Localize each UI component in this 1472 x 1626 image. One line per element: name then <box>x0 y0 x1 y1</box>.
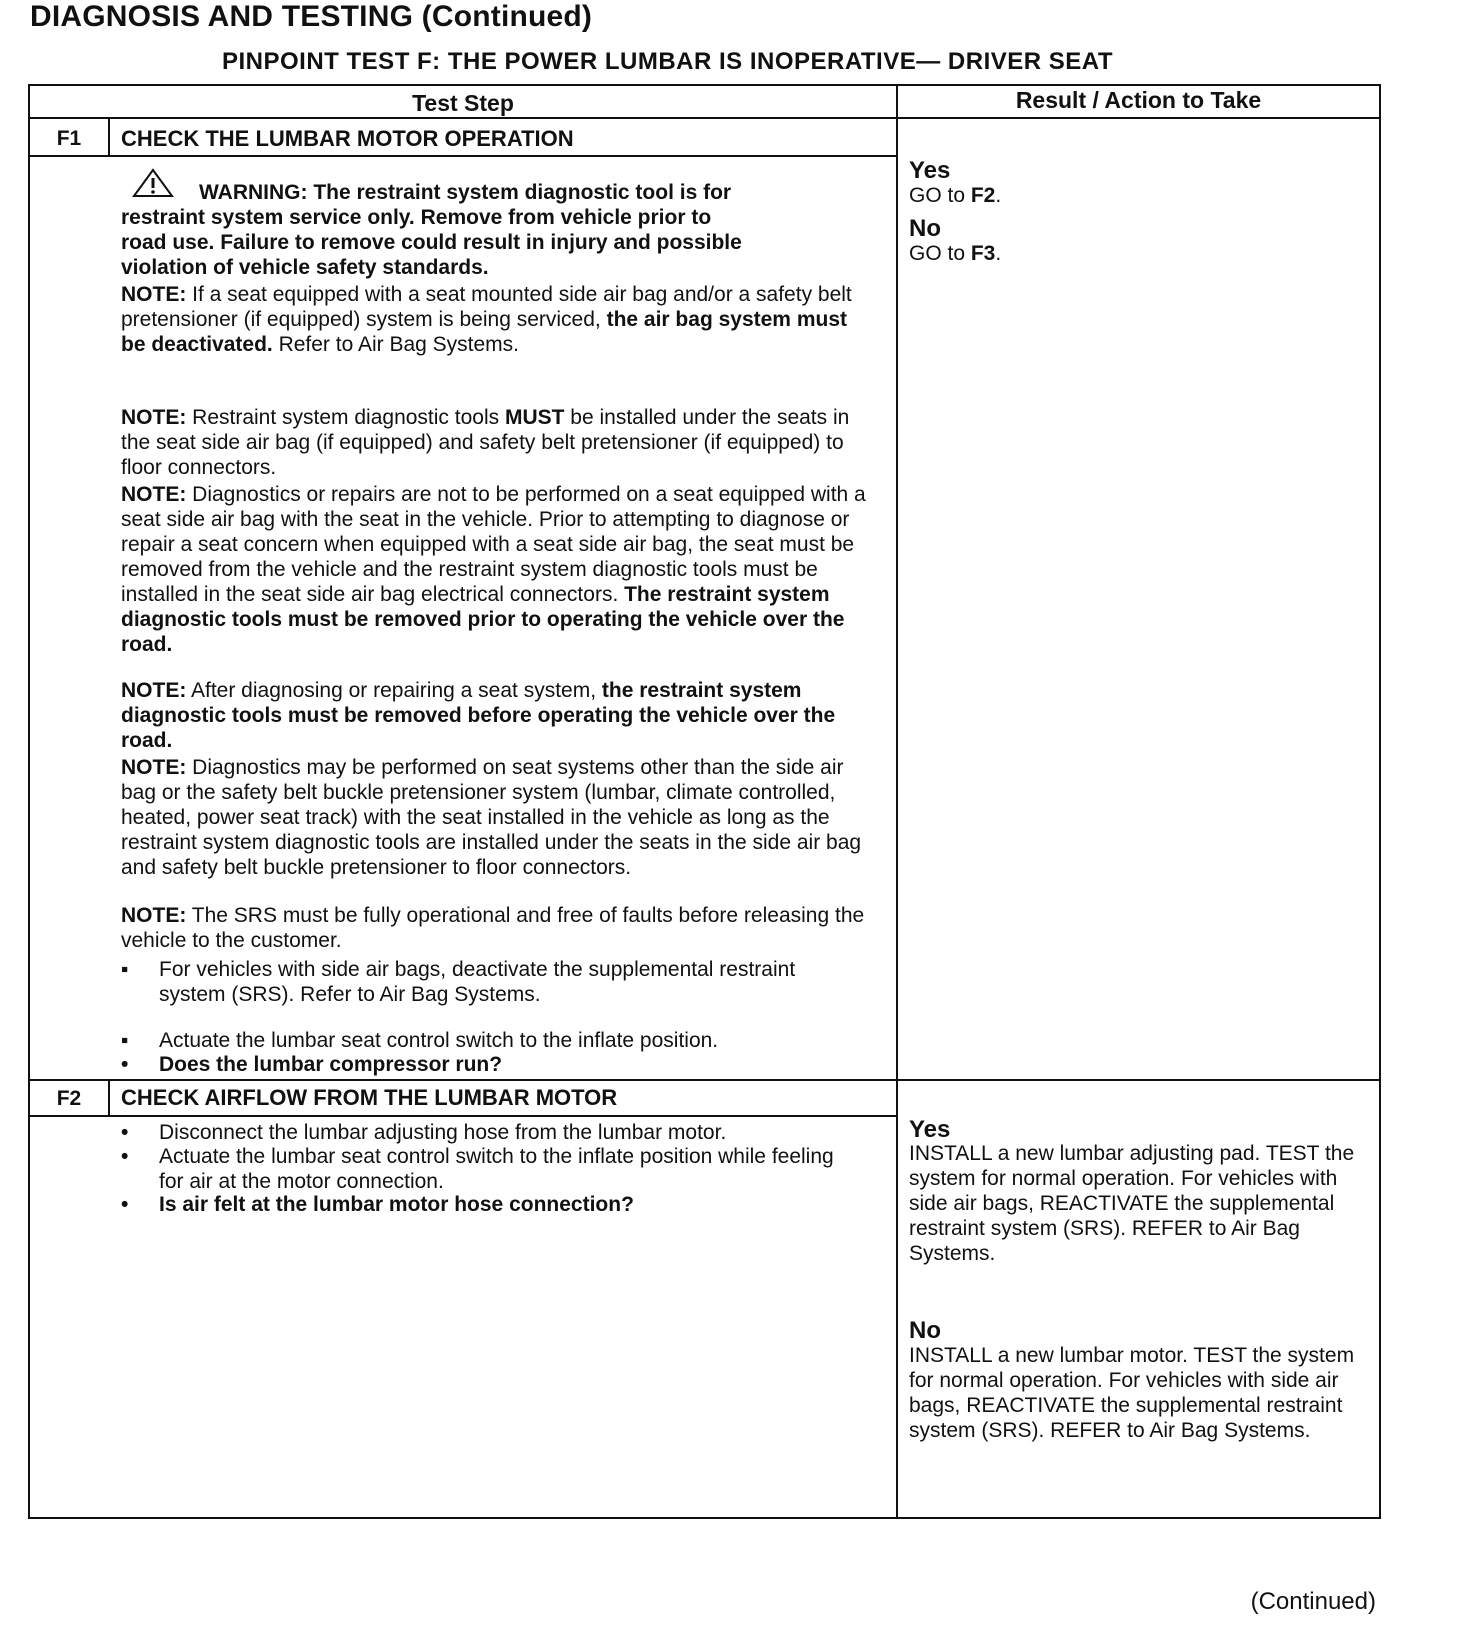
bullet-icon: • <box>121 1193 129 1216</box>
step-title-f2: CHECK AIRFLOW FROM THE LUMBAR MOTOR <box>121 1085 618 1110</box>
note-text: be installed under the seats in the seat side air bag (if equipped) and safety belt pretensioner (if equipped) to floor connectors. <box>121 406 850 479</box>
bullet-icon: ▪ <box>121 958 129 981</box>
note-label: NOTE: <box>121 406 187 429</box>
note-text: Restraint system diagnostic tools <box>186 406 505 429</box>
f1-result-yes-label: Yes <box>909 157 951 184</box>
note-bold: the restraint system diagnostic tools must be removed before operating the vehicle over the road. <box>121 679 836 752</box>
bullet-icon: • <box>121 1121 129 1144</box>
table-bottom-border <box>28 1517 1381 1519</box>
bullet-text: For vehicles with side air bags, deactivate the supplemental restraint system (SRS). Refer to Air Bag Systems. <box>159 958 796 1006</box>
bullet-text-question: Is air felt at the lumbar motor hose connection? <box>159 1193 634 1216</box>
note-bold: MUST <box>504 406 565 429</box>
list-item <box>121 1144 861 1194</box>
note-text: Diagnostics or repairs are not to be performed on a seat equipped with a seat side air bag with the seat in the vehicle. Prior to attempting to diagnose or repair a seat concern when equipped with a seat side air bag, the seat must be removed from the vehicle and the restraint system diagnostic tools must be installed in the seat side air bag electrical connectors. <box>121 483 866 606</box>
step-id-f1: F1 <box>56 127 82 150</box>
f1-note-5 <box>121 755 865 880</box>
bullet-text: Actuate the lumbar seat control switch to the inflate position. <box>159 1029 719 1052</box>
note-text: After diagnosing or repairing a seat system, <box>186 679 602 702</box>
warning-line: WARNING: The restraint system diagnostic tool is for <box>199 181 732 204</box>
note-label: NOTE: <box>121 483 187 506</box>
f1-note-3 <box>121 482 873 657</box>
header-result-action: Result / Action to Take <box>1015 87 1262 113</box>
note-text: The SRS must be fully operational and free of faults before releasing the vehicle to the customer. <box>121 904 865 952</box>
bullet-icon: • <box>121 1145 129 1168</box>
f2-result-yes-action: INSTALL a new lumbar adjusting pad. TEST the system for normal operation. For vehicles with side air bags, REACTIVATE the supplemental restraint system (SRS). REFER to Air Bag Systems. <box>909 1142 1355 1265</box>
step-title-f1: CHECK THE LUMBAR MOTOR OPERATION <box>121 126 574 151</box>
f2-result-no-action: INSTALL a new lumbar motor. TEST the system for normal operation. For vehicles with side air bags, REACTIVATE the supplemental restraint system (SRS). REFER to Air Bag Systems. <box>909 1344 1355 1442</box>
action-text: . <box>995 242 1002 265</box>
list-item <box>121 957 841 1007</box>
f1-title-divider <box>28 155 898 157</box>
note-label: NOTE: <box>121 904 187 927</box>
pinpoint-test-title: PINPOINT TEST F: THE POWER LUMBAR IS INOPERATIVE— DRIVER SEAT <box>222 48 1113 75</box>
list-item <box>121 1028 841 1053</box>
f1-note-4 <box>121 678 873 753</box>
f1-warning <box>121 180 881 280</box>
f2-top-divider <box>28 1079 1381 1081</box>
list-item <box>121 1192 861 1217</box>
f2-title-divider <box>28 1115 898 1117</box>
warning-line: restraint system service only. Remove from vehicle prior to <box>121 206 712 229</box>
header-divider <box>28 117 1381 119</box>
warning-line: road use. Failure to remove could result in injury and possible <box>121 231 742 254</box>
f1-note-6 <box>121 903 865 953</box>
table-top-border <box>28 84 1381 86</box>
action-text: GO to <box>909 184 971 207</box>
action-text: GO to <box>909 242 971 265</box>
note-text: Refer to Air Bag Systems. <box>272 333 519 356</box>
f1-result-yes-action <box>909 183 1001 208</box>
table-left-border <box>28 84 30 1519</box>
header-test-step: Test Step <box>412 90 514 116</box>
f1-result-no-label: No <box>909 215 941 242</box>
column-divider <box>896 84 898 1519</box>
step-reference: F2 <box>970 184 996 207</box>
f1-note-2 <box>121 405 861 480</box>
step-id-f2: F2 <box>56 1087 82 1110</box>
bullet-icon: • <box>121 1053 129 1076</box>
list-item <box>121 1120 861 1145</box>
bullet-text: Actuate the lumbar seat control switch to the inflate position while feeling for air at the motor connection. <box>159 1145 834 1193</box>
f2-id-divider <box>108 1080 110 1116</box>
f2-result-no-label: No <box>909 1317 941 1344</box>
bullet-text: Disconnect the lumbar adjusting hose from the lumbar motor. <box>159 1121 727 1144</box>
warning-line: violation of vehicle safety standards. <box>121 256 489 279</box>
f1-id-divider <box>108 118 110 156</box>
f2-result-yes-label: Yes <box>909 1116 951 1143</box>
note-text: Diagnostics may be performed on seat systems other than the side air bag or the safety belt buckle pretensioner system (lumbar, climate controlled, heated, power seat track) with the seat installed in the vehicle as long as the restraint system diagnostic tools are installed under the seats in the side air bag and safety belt buckle pretensioner to floor connectors. <box>121 756 862 879</box>
action-text: . <box>995 184 1002 207</box>
f1-result-no-action <box>909 241 1001 266</box>
continued-footer: (Continued) <box>1250 1588 1376 1615</box>
step-reference: F3 <box>970 242 996 265</box>
note-bold: The restraint system diagnostic tools must be removed prior to operating the vehicle over the road. <box>121 583 845 656</box>
note-label: NOTE: <box>121 283 187 306</box>
list-item <box>121 1052 841 1077</box>
note-label: NOTE: <box>121 679 187 702</box>
bullet-icon: ▪ <box>121 1029 129 1052</box>
note-label: NOTE: <box>121 756 187 779</box>
page-title: DIAGNOSIS AND TESTING (Continued) <box>30 0 593 33</box>
note-text: If a seat equipped with a seat mounted side air bag and/or a safety belt pretensioner (if equipped) system is being serviced, <box>121 283 852 331</box>
table-right-border <box>1379 84 1381 1519</box>
note-bold: the air bag system must be deactivated. <box>121 308 847 356</box>
bullet-text-question: Does the lumbar compressor run? <box>159 1053 503 1076</box>
f1-note-1 <box>121 282 873 357</box>
